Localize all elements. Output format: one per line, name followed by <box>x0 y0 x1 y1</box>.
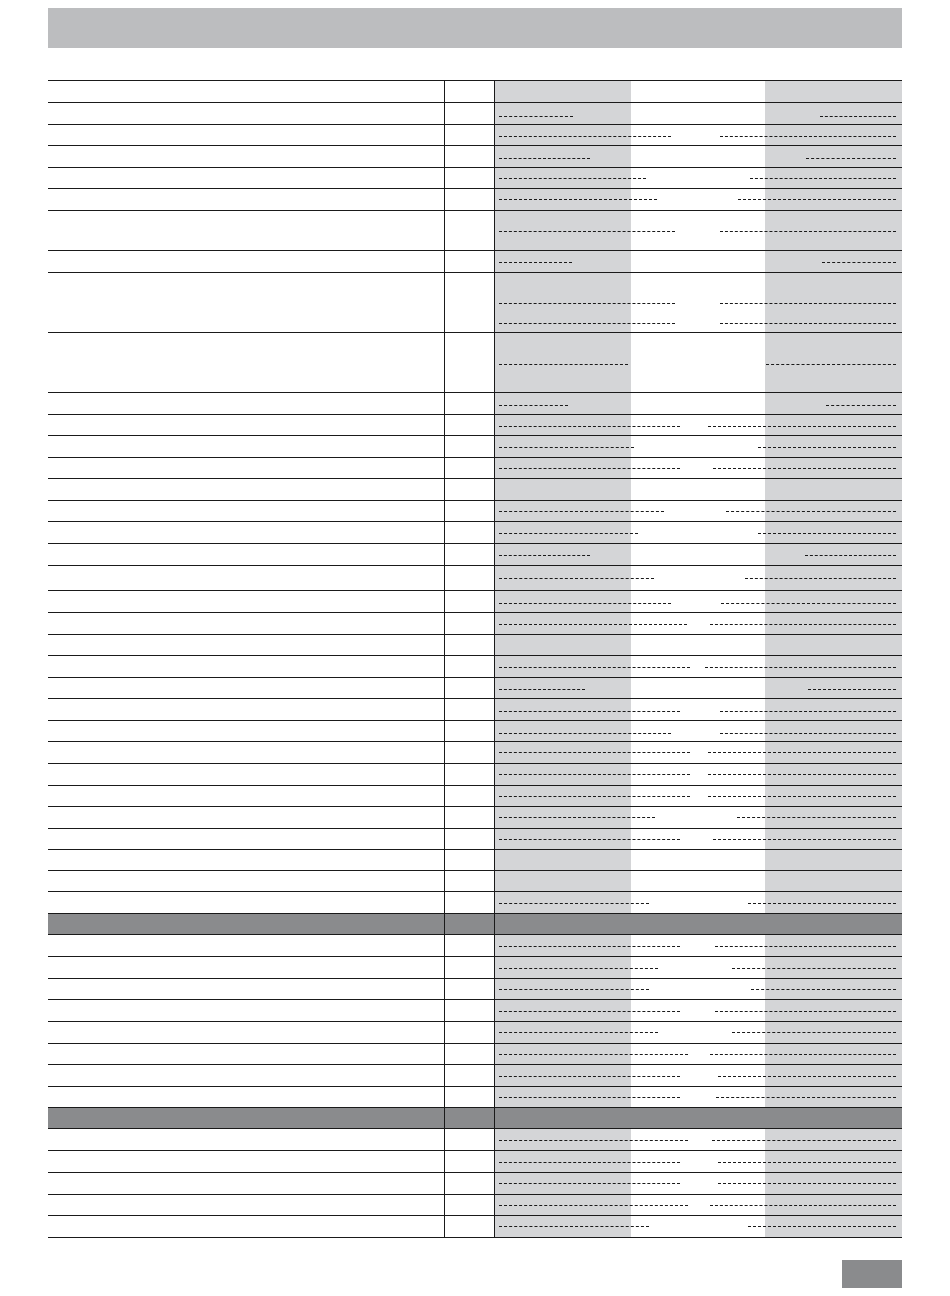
fill-in-line-left[interactable] <box>499 1183 680 1184</box>
fill-in-line-right[interactable] <box>715 1011 896 1012</box>
fill-in-line-left[interactable] <box>499 946 680 947</box>
row-rule <box>48 828 902 829</box>
fill-in-line-left[interactable] <box>499 533 638 534</box>
fill-in-line-left[interactable] <box>499 689 585 690</box>
fill-in-line-right[interactable] <box>726 511 896 512</box>
fill-in-line-right[interactable] <box>720 711 896 712</box>
row-rule <box>48 1215 902 1216</box>
fill-in-line-right[interactable] <box>715 946 896 947</box>
row-rule <box>48 999 902 1000</box>
row-rule <box>48 1086 902 1087</box>
fill-in-line-left[interactable] <box>499 468 680 469</box>
fill-in-line-left[interactable] <box>499 774 690 775</box>
fill-in-line-left[interactable] <box>499 405 568 406</box>
row-rule <box>48 435 902 436</box>
fill-in-line-left[interactable] <box>499 578 654 579</box>
row-rule <box>48 698 902 699</box>
row-rule <box>48 720 902 721</box>
row-rule <box>48 124 902 125</box>
fill-in-line-right[interactable] <box>716 1097 896 1098</box>
fill-in-line-left[interactable] <box>499 624 687 625</box>
fill-in-line-left[interactable] <box>499 447 634 448</box>
fill-in-line-left[interactable] <box>499 796 690 797</box>
row-rule <box>48 80 902 81</box>
fill-in-line-right[interactable] <box>826 405 896 406</box>
section-band-3 <box>48 1107 902 1128</box>
fill-in-line-right[interactable] <box>712 1140 896 1141</box>
row-rule <box>48 1021 902 1022</box>
row-rule <box>48 167 902 168</box>
row-rule <box>48 500 902 501</box>
fill-in-line-right[interactable] <box>718 1076 896 1077</box>
fill-in-line-right[interactable] <box>732 1032 896 1033</box>
fill-in-line-left[interactable] <box>499 303 675 304</box>
fill-in-line-left[interactable] <box>499 199 657 200</box>
fill-in-line-left[interactable] <box>499 555 590 556</box>
row-rule <box>48 392 902 393</box>
fill-in-line-right[interactable] <box>805 555 896 556</box>
row-rule <box>48 478 902 479</box>
row-rule <box>48 913 902 914</box>
row-rule <box>48 978 902 979</box>
column-divider-code <box>494 80 495 1237</box>
fill-in-line-left[interactable] <box>499 903 649 904</box>
row-rule <box>48 590 902 591</box>
fill-in-line-left[interactable] <box>499 752 690 753</box>
row-rule <box>48 763 902 764</box>
fill-in-line-left[interactable] <box>499 1097 680 1098</box>
fill-in-line-left[interactable] <box>499 323 675 324</box>
row-rule <box>48 677 902 678</box>
fill-in-line-right[interactable] <box>758 447 896 448</box>
fill-in-line-left[interactable] <box>499 968 658 969</box>
row-rule <box>48 741 902 742</box>
fill-in-line-right[interactable] <box>713 468 896 469</box>
fill-in-line-right[interactable] <box>705 667 896 668</box>
fill-in-line-left[interactable] <box>499 364 628 365</box>
fill-in-line-left[interactable] <box>499 1162 680 1163</box>
fill-in-line-right[interactable] <box>720 303 896 304</box>
fill-in-line-left[interactable] <box>499 839 680 840</box>
fill-in-line-right[interactable] <box>808 689 896 690</box>
row-rule <box>48 145 902 146</box>
fill-in-line-right[interactable] <box>720 733 896 734</box>
fill-in-line-right[interactable] <box>708 426 896 427</box>
row-rule <box>48 414 902 415</box>
fill-in-line-right[interactable] <box>758 533 896 534</box>
fill-in-line-left[interactable] <box>499 178 646 179</box>
row-rule <box>48 1043 902 1044</box>
row-rule <box>48 655 902 656</box>
row-rule <box>48 521 902 522</box>
fill-in-line-right[interactable] <box>710 1054 896 1055</box>
row-rule <box>48 250 902 251</box>
fill-in-line-left[interactable] <box>499 262 572 263</box>
fill-in-line-right[interactable] <box>718 1162 896 1163</box>
row-rule <box>48 332 902 333</box>
fill-in-line-right[interactable] <box>745 578 896 579</box>
fill-in-line-left[interactable] <box>499 426 680 427</box>
row-rule <box>48 785 902 786</box>
fill-in-line-right[interactable] <box>737 817 896 818</box>
fill-in-line-right[interactable] <box>806 158 896 159</box>
fill-in-line-left[interactable] <box>499 231 675 232</box>
fill-in-line-right[interactable] <box>710 1205 896 1206</box>
row-rule <box>48 891 902 892</box>
fill-in-line-right[interactable] <box>720 231 896 232</box>
fill-in-line-right[interactable] <box>720 323 896 324</box>
fill-in-line-left[interactable] <box>499 733 671 734</box>
fill-in-line-right[interactable] <box>713 839 896 840</box>
fill-in-line-left[interactable] <box>499 1226 649 1227</box>
fill-in-line-right[interactable] <box>748 1226 896 1227</box>
fill-in-line-right[interactable] <box>822 262 896 263</box>
row-rule <box>48 612 902 613</box>
page-header-bar <box>48 8 902 48</box>
fill-in-line-right[interactable] <box>721 603 896 604</box>
fill-in-line-left[interactable] <box>499 603 671 604</box>
row-rule <box>48 1172 902 1173</box>
column-divider-label <box>444 80 445 1237</box>
row-rule <box>48 272 902 273</box>
fill-in-line-right[interactable] <box>820 116 896 117</box>
fill-in-line-right[interactable] <box>708 796 896 797</box>
fill-in-line-right[interactable] <box>738 199 896 200</box>
row-rule <box>48 934 902 935</box>
fill-in-line-left[interactable] <box>499 1140 688 1141</box>
row-rule <box>48 1194 902 1195</box>
fill-in-line-right[interactable] <box>748 903 896 904</box>
row-rule <box>48 1150 902 1151</box>
fill-in-line-right[interactable] <box>750 178 896 179</box>
row-rule <box>48 956 902 957</box>
fill-in-line-left[interactable] <box>499 667 690 668</box>
row-rule <box>48 102 902 103</box>
row-rule <box>48 543 902 544</box>
section-band-2 <box>48 913 902 934</box>
fill-in-line-left[interactable] <box>499 1011 680 1012</box>
row-rule <box>48 457 902 458</box>
fill-in-line-right[interactable] <box>732 968 896 969</box>
row-rule <box>48 849 902 850</box>
row-rule <box>48 565 902 566</box>
fill-in-line-left[interactable] <box>499 1032 658 1033</box>
fill-in-line-left[interactable] <box>499 711 680 712</box>
row-rule <box>48 1237 902 1238</box>
fill-in-line-left[interactable] <box>499 158 590 159</box>
fill-in-line-left[interactable] <box>499 116 573 117</box>
fill-in-line-right[interactable] <box>708 774 896 775</box>
row-rule <box>48 634 902 635</box>
fill-in-line-right[interactable] <box>718 1183 896 1184</box>
fill-in-line-right[interactable] <box>720 136 896 137</box>
fill-in-line-left[interactable] <box>499 511 664 512</box>
page-number-box <box>842 1260 902 1288</box>
row-rule <box>48 870 902 871</box>
row-rule <box>48 806 902 807</box>
fill-in-line-right[interactable] <box>708 752 896 753</box>
fill-in-line-left[interactable] <box>499 989 649 990</box>
fill-in-line-right[interactable] <box>710 624 896 625</box>
fill-in-line-left[interactable] <box>499 817 655 818</box>
row-rule <box>48 1128 902 1129</box>
fill-in-line-left[interactable] <box>499 1076 680 1077</box>
fill-in-line-right[interactable] <box>766 364 896 365</box>
row-rule <box>48 1064 902 1065</box>
fill-in-line-left[interactable] <box>499 136 671 137</box>
row-rule <box>48 188 902 189</box>
fill-in-line-left[interactable] <box>499 1054 688 1055</box>
row-rule <box>48 1107 902 1108</box>
fill-in-line-right[interactable] <box>751 989 896 990</box>
fill-in-line-left[interactable] <box>499 1205 688 1206</box>
row-rule <box>48 210 902 211</box>
